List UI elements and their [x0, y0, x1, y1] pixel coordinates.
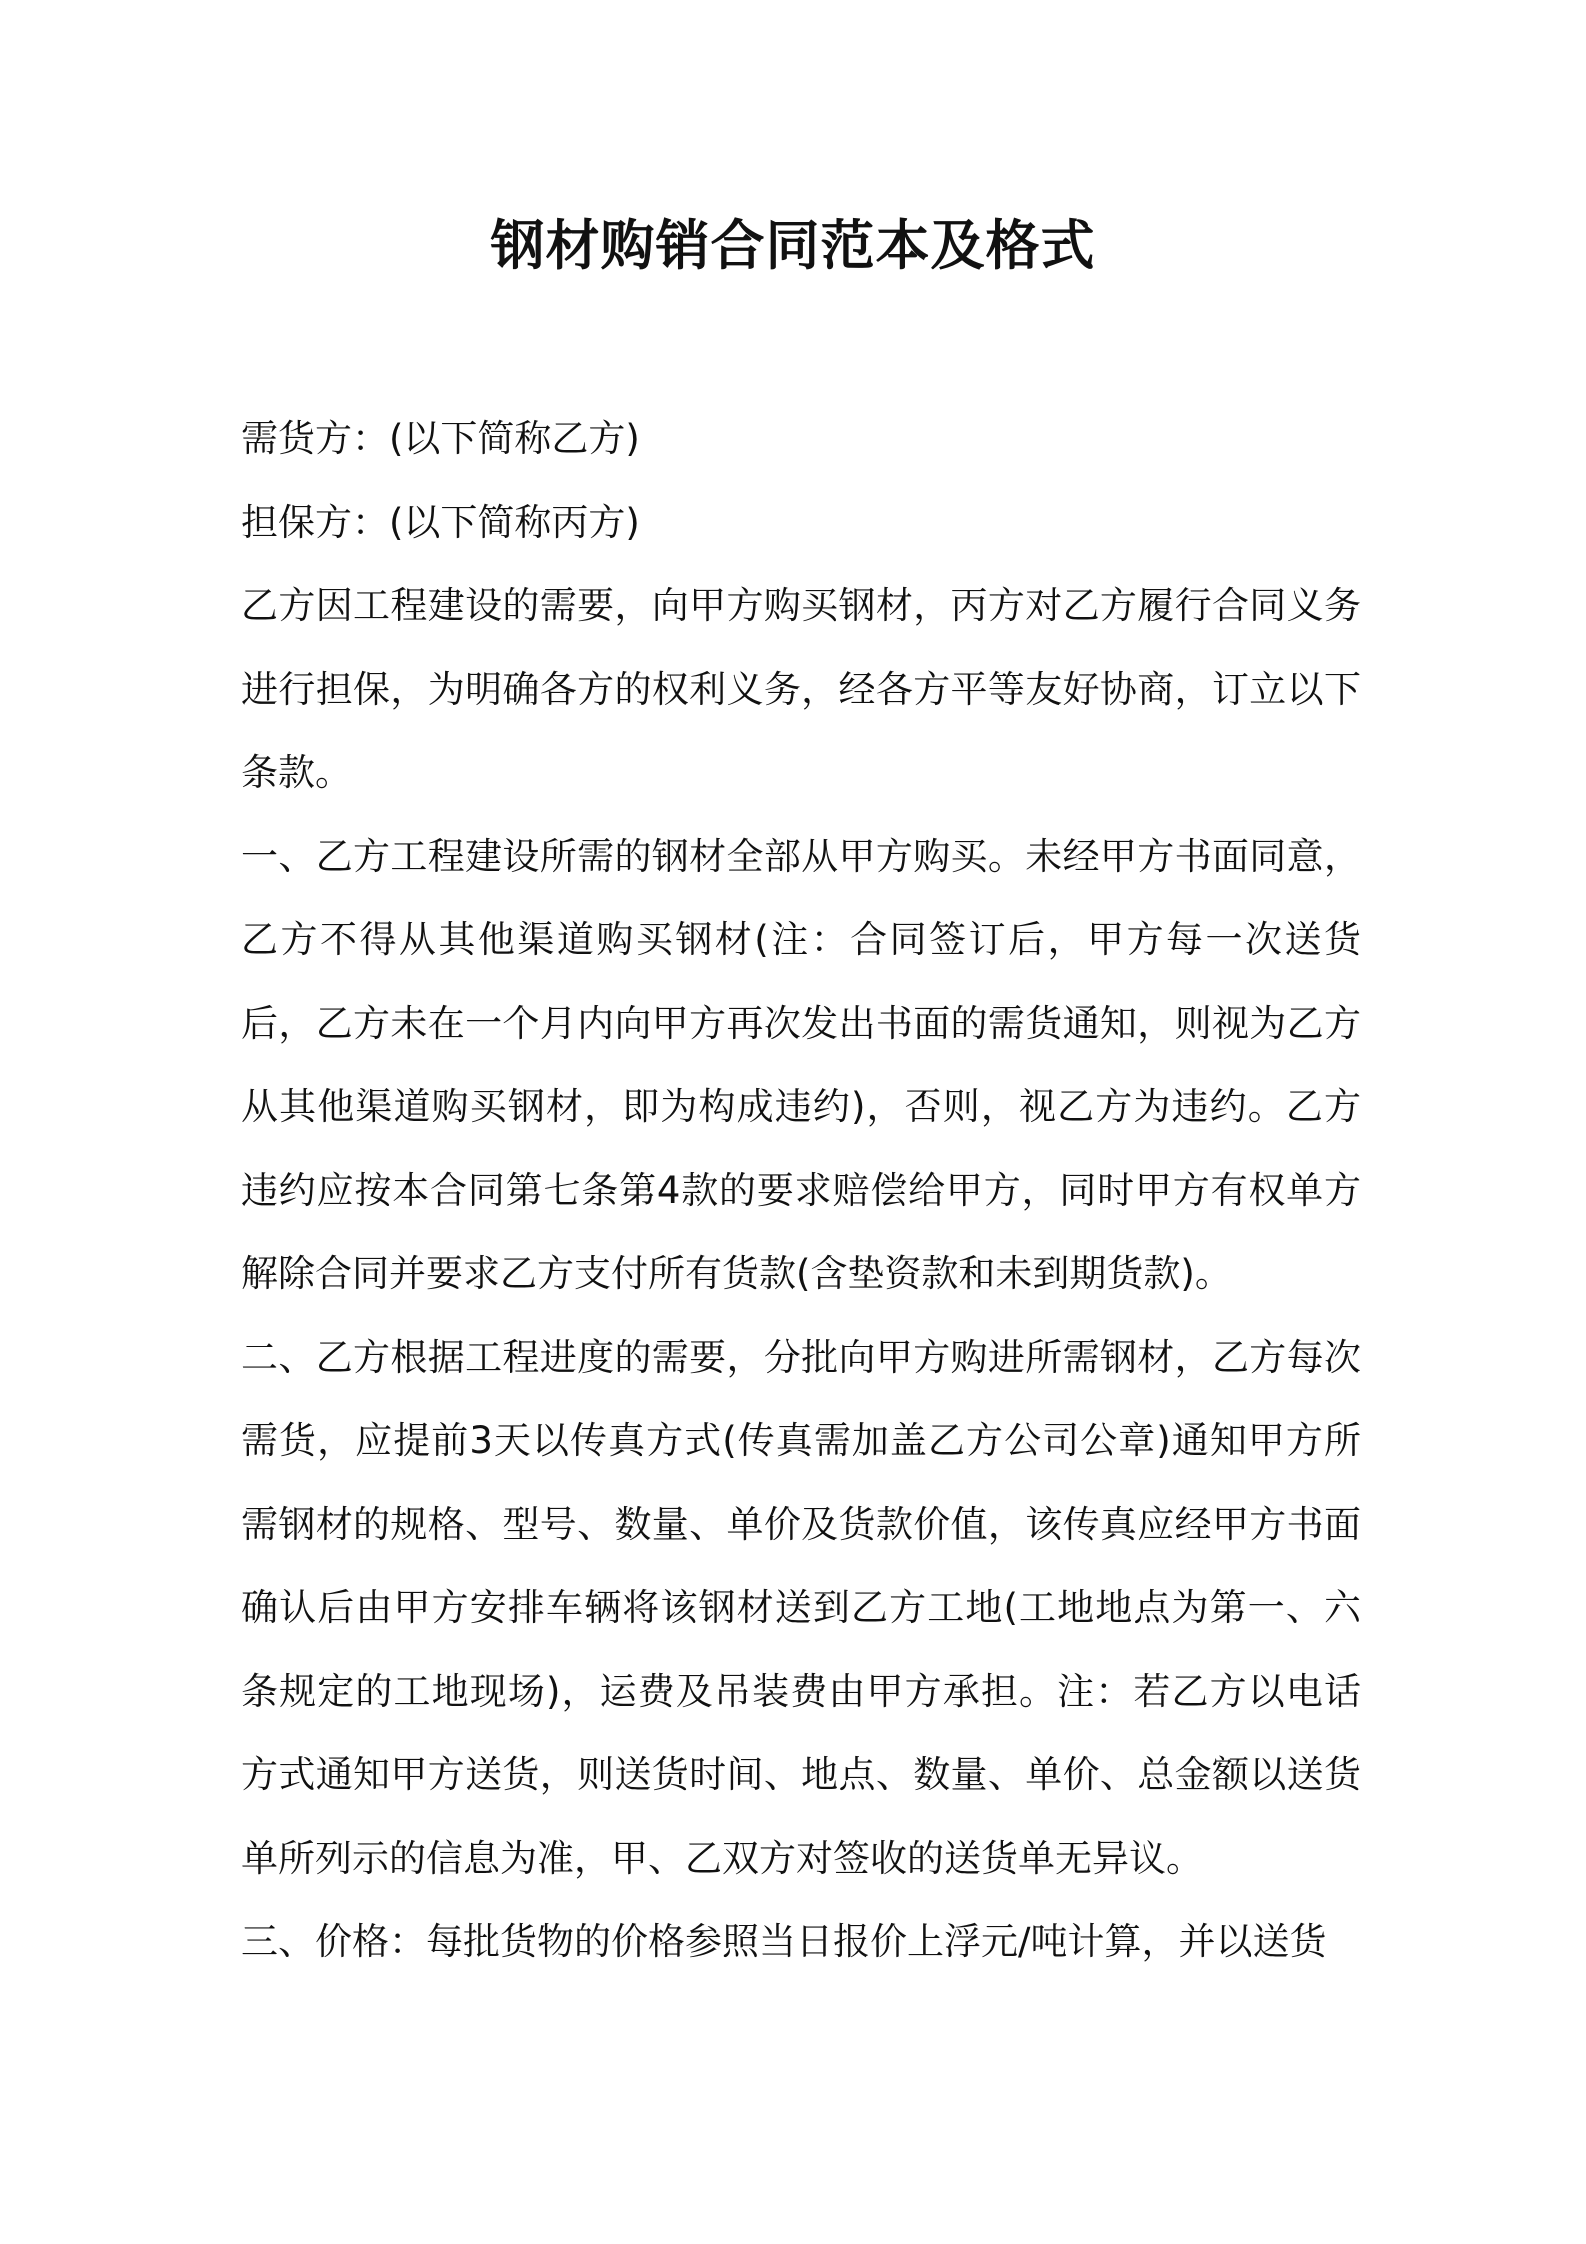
paragraph-clause-3: 三、价格：每批货物的价格参照当日报价上浮元/吨计算，并以送货 [241, 1920, 1327, 1963]
document-body [241, 397, 1361, 1984]
document-title: 钢材购销合同范本及格式 [490, 214, 1096, 277]
paragraph-clause-1: 一、乙方工程建设所需的钢材全部从甲方购买。未经甲方书面同意，乙方不得从其他渠道购买钢材(注：合同签订后，甲方每一次送货后，乙方未在一个月内向甲方再次发出书面的需货通知，则视为乙方从其他渠道购买钢材，即为构成违约)，否则，视乙方为违约。乙方违约应按本合同第七条第4款的要求赔偿给甲方，同时甲方有权单方解除合同并要求乙方支付所有货款(含垫资款和未到期货款)。 [241, 834, 1361, 1295]
paragraph-guarantor: 担保方：(以下简称丙方) [241, 500, 640, 544]
paragraph-preamble: 乙方因工程建设的需要，向甲方购买钢材，丙方对乙方履行合同义务进行担保，为明确各方的权利义务，经各方平等友好协商，订立以下条款。 [241, 584, 1361, 794]
paragraph-buyer: 需货方：(以下简称乙方) [241, 417, 640, 460]
paragraph-clause-2: 二、乙方根据工程进度的需要，分批向甲方购进所需钢材，乙方每次需货，应提前3天以传真方式(传真需加盖乙方公司公章)通知甲方所需钢材的规格、型号、数量、单价及货款价值，该传真应经甲方书面确认后由甲方安排车辆将该钢材送到乙方工地(工地地点为第一、六条规定的工地现场)，运费及吊装费由甲方承担。注：若乙方以电话方式通知甲方送货，则送货时间、地点、数量、单价、总金额以送货单所列示的信息为准，甲、乙双方对签收的送货单无异议。 [241, 1335, 1361, 1880]
